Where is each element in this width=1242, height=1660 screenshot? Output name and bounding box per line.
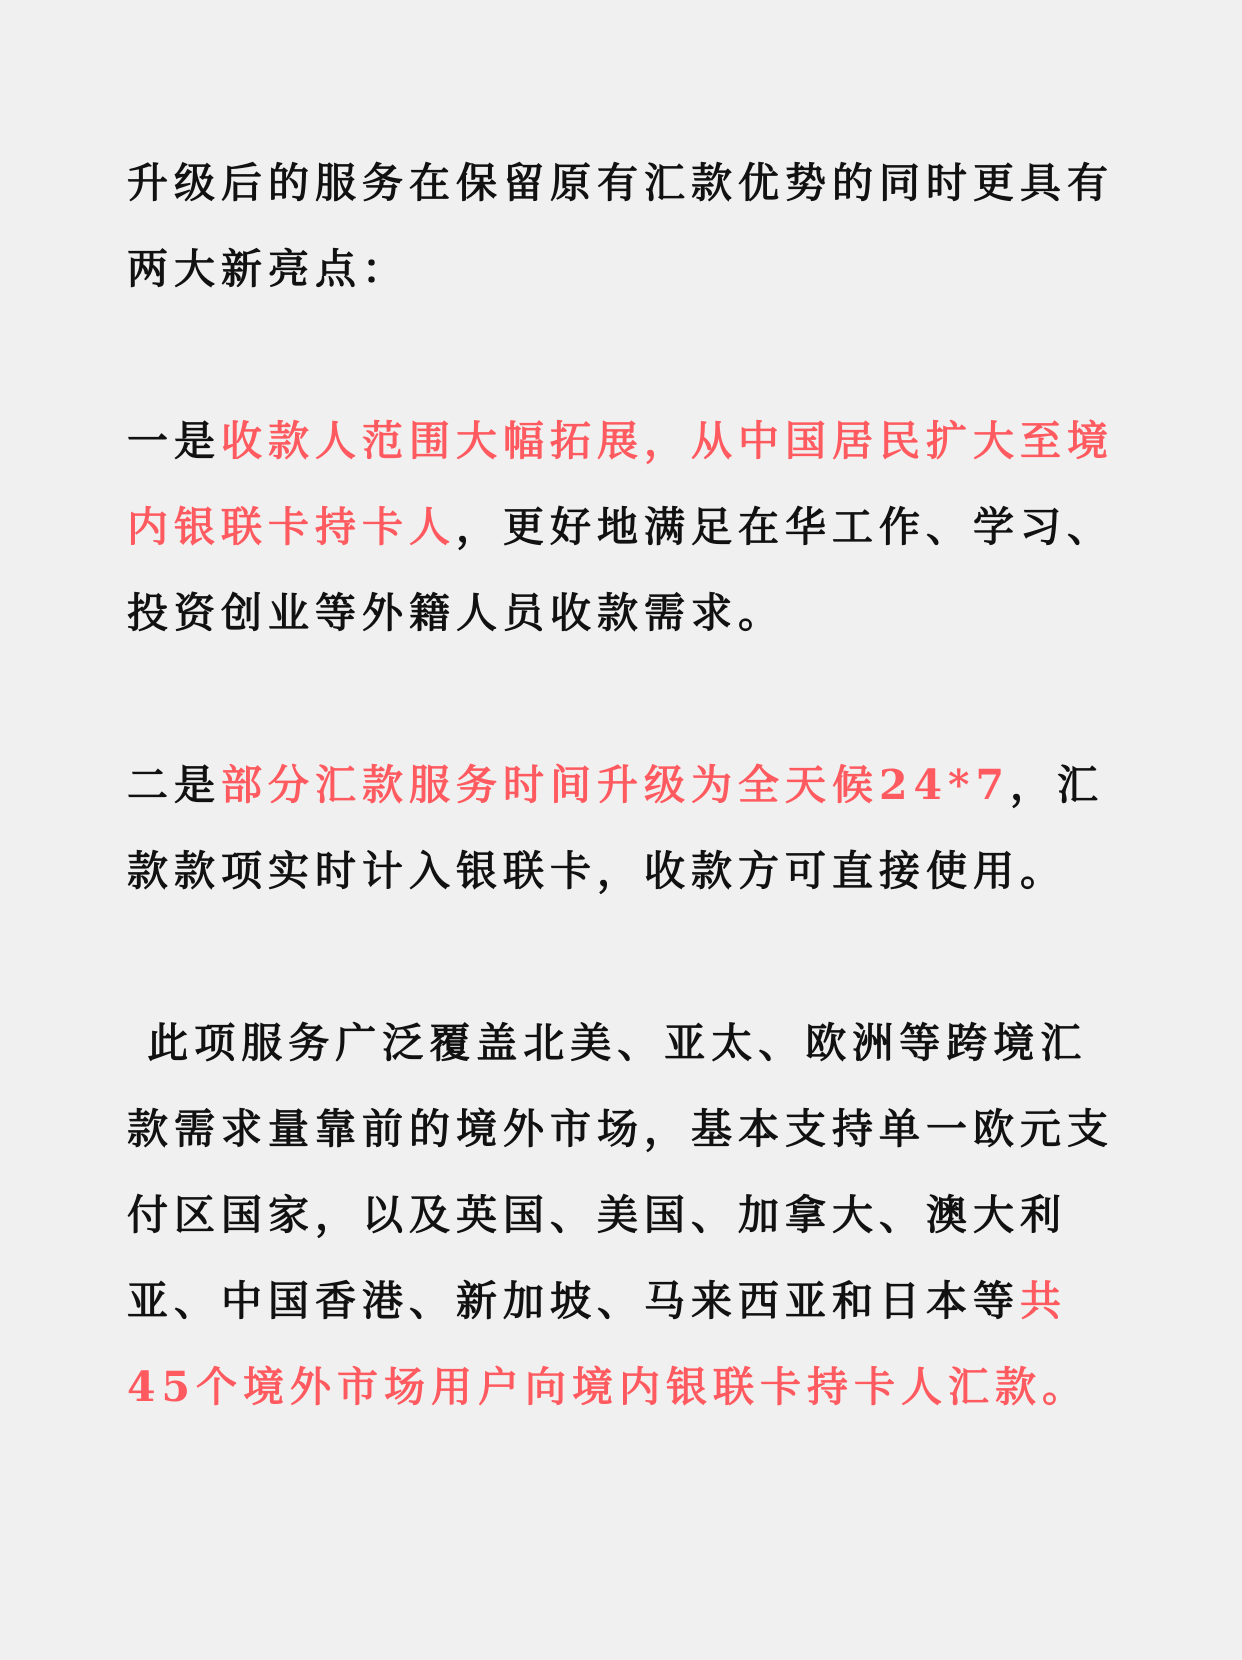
point-one-suffix: ，更好地满足在华工作、学习、投资创业等外籍人员收款需求。 [127,503,1114,637]
point-two-prefix: 二是 [127,761,221,809]
point-one-highlight: 收款人范围大幅拓展，从中国居民扩大至境内银联卡持卡人 [127,417,1114,551]
coverage-highlight: 共45个境外市场用户向境内银联卡持卡人汇款。 [127,1277,1090,1411]
intro-text: 升级后的服务在保留原有汇款优势的同时更具有两大新亮点： [127,159,1114,293]
coverage-paragraph [127,1000,1127,1430]
point-one-paragraph [127,398,1127,656]
article-body [127,140,1127,1430]
point-one-prefix: 一是 [127,417,221,465]
point-two-suffix: ，汇款款项实时计入银联卡，收款方可直接使用。 [127,761,1105,895]
point-two-paragraph [127,742,1127,914]
point-two-highlight: 部分汇款服务时间升级为全天候24*7 [221,761,1011,809]
intro-paragraph [127,140,1127,312]
coverage-text: 此项服务广泛覆盖北美、亚太、欧洲等跨境汇款需求量靠前的境外市场，基本支持单一欧元支付区国家，以及英国、美国、加拿大、澳大利亚、中国香港、新加坡、马来西亚和日本等 [127,1019,1114,1325]
